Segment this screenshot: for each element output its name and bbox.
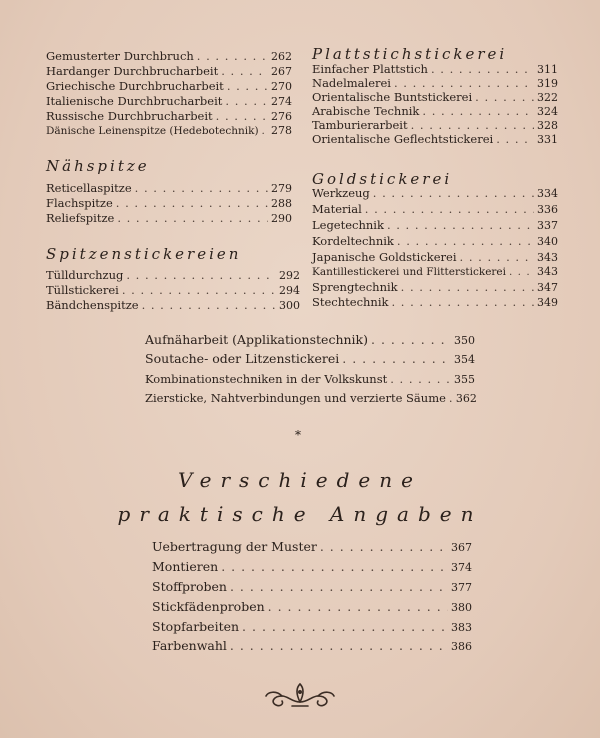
toc-entry: [312, 202, 558, 217]
entry-page: 292: [279, 269, 300, 282]
entry-page: 311: [537, 63, 558, 76]
entry-page: 294: [279, 284, 300, 297]
entry-page: 262: [271, 50, 292, 63]
toc-entry: [46, 283, 300, 298]
toc-entry: [312, 132, 558, 147]
entry-page: 334: [537, 187, 558, 200]
entry-title: Tamburierarbeit: [312, 118, 408, 132]
toc-entry: [145, 391, 475, 406]
toc-entry: [46, 211, 292, 226]
toc-entry: [312, 90, 558, 105]
toc-entry: [312, 218, 558, 233]
entry-page: 367: [451, 541, 472, 554]
entry-title: Stoffproben: [152, 579, 227, 594]
section-heading-goldstickerei: Goldstickerei: [312, 170, 453, 188]
entry-title: Italienische Durchbrucharbeit: [46, 94, 223, 108]
toc-entry: [145, 333, 475, 348]
entry-page: 337: [537, 219, 558, 232]
toc-entry: [46, 268, 300, 283]
entry-title: Stechtechnik: [312, 295, 389, 309]
toc-entry: [152, 639, 472, 654]
entry-page: 319: [537, 77, 558, 90]
entry-title: Kordeltechnik: [312, 234, 394, 248]
entry-page: 336: [537, 203, 558, 216]
entry-page: 340: [537, 235, 558, 248]
toc-entry: [152, 620, 472, 635]
toc-entry: [312, 76, 558, 91]
section-heading-naehspitze: Nähspitze: [46, 157, 150, 175]
entry-page: 386: [451, 640, 472, 653]
entry-title: Kantillestickerei und Flitterstickerei: [312, 266, 506, 278]
section-title-line1: Verschiedene: [178, 468, 422, 492]
entry-title: Gemusterter Durchbruch: [46, 49, 194, 63]
entry-title: Nadelmalerei: [312, 76, 391, 90]
toc-entry: [46, 94, 292, 109]
entry-page: 377: [451, 581, 472, 594]
entry-title: Stickfädenproben: [152, 599, 265, 614]
toc-entry: [152, 580, 472, 595]
entry-page: 288: [271, 197, 292, 210]
section-title-line2: praktische Angaben: [117, 502, 483, 526]
entry-title: Arabische Technik: [312, 104, 420, 118]
entry-page: 274: [271, 95, 292, 108]
toc-entry: [46, 298, 300, 313]
toc-entry: [145, 372, 475, 387]
toc-entry: [312, 234, 558, 249]
toc-entry: [312, 118, 558, 133]
entry-title: Kombinationstechniken in der Volkskunst: [145, 372, 388, 386]
entry-title: Orientalische Geflechtstickerei: [312, 132, 494, 146]
entry-page: 349: [537, 296, 558, 309]
entry-page: 362: [455, 392, 477, 405]
entry-title: Reliefspitze: [46, 211, 115, 225]
entry-page: 343: [537, 251, 558, 264]
entry-title: Japanische Goldstickerei: [312, 250, 457, 264]
toc-entry: [312, 250, 558, 265]
entry-page: 267: [271, 65, 292, 78]
entry-page: 328: [537, 119, 558, 132]
entry-title: Stopfarbeiten: [152, 619, 240, 634]
entry-title: Russische Durchbrucharbeit: [46, 109, 213, 123]
entry-page: 343: [537, 265, 558, 278]
entry-title: Orientalische Buntstickerei: [312, 90, 473, 104]
entry-page: 290: [271, 212, 292, 225]
toc-entry: [46, 79, 292, 94]
entry-title: Flachspitze: [46, 196, 113, 210]
toc-entry: [312, 295, 558, 310]
toc-entry: [46, 124, 292, 138]
entry-title: Bändchenspitze: [46, 298, 139, 312]
entry-title: Tüllstickerei: [46, 283, 119, 297]
toc-entry: [145, 352, 475, 367]
entry-page: 347: [537, 281, 558, 294]
toc-entry: [312, 280, 558, 295]
entry-title: Einfacher Plattstich: [312, 62, 428, 76]
entry-title: Legetechnik: [312, 218, 384, 232]
toc-entry: [152, 540, 472, 555]
entry-page: 331: [537, 133, 558, 146]
entry-title: Ziersticke, Nahtverbindungen und verzierte Säume: [145, 391, 446, 405]
entry-title: Soutache- oder Litzenstickerei: [145, 351, 340, 366]
scroll-ornament-icon: [262, 680, 338, 710]
toc-entry: [312, 104, 558, 119]
entry-title: Hardanger Durchbrucharbeit: [46, 64, 219, 78]
entry-page: 354: [454, 353, 475, 366]
entry-title: Aufnäharbeit (Applikationstechnik): [145, 332, 368, 347]
entry-page: 380: [451, 601, 472, 614]
entry-title: Reticellaspitze: [46, 181, 132, 195]
entry-title: Tülldurchzug: [46, 268, 124, 282]
entry-title: Werkzeug: [312, 186, 370, 200]
toc-entry: [46, 49, 292, 64]
entry-page: 322: [537, 91, 558, 104]
entry-page: 355: [454, 373, 475, 386]
entry-page: 276: [271, 110, 292, 123]
toc-entry: [46, 181, 292, 196]
toc-entry: [312, 265, 558, 279]
entry-page: 278: [271, 124, 292, 137]
entry-title: Griechische Durchbrucharbeit: [46, 79, 224, 93]
entry-title: Farbenwahl: [152, 638, 227, 653]
toc-entry: [152, 560, 472, 575]
toc-entry: [152, 600, 472, 615]
toc-entry: [312, 186, 558, 201]
entry-page: 350: [454, 334, 475, 347]
entry-page: 279: [271, 182, 292, 195]
toc-entry: [46, 64, 292, 79]
toc-entry: [46, 109, 292, 124]
section-heading-spitzenstickereien: Spitzenstickereien: [46, 245, 242, 263]
entry-title: Sprengtechnik: [312, 280, 398, 294]
separator-star: *: [295, 428, 301, 442]
entry-title: Dänische Leinenspitze (Hedebotechnik): [46, 125, 259, 137]
toc-entry: [312, 62, 558, 77]
entry-page: 270: [271, 80, 292, 93]
entry-page: 383: [451, 621, 472, 634]
entry-page: 300: [279, 299, 300, 312]
entry-title: Material: [312, 202, 362, 216]
entry-page: 374: [451, 561, 472, 574]
entry-title: Montieren: [152, 559, 219, 574]
entry-title: Uebertragung der Muster: [152, 539, 317, 554]
section-heading-plattstichstickerei: Plattstichstickerei: [312, 45, 508, 63]
entry-page: 324: [537, 105, 558, 118]
toc-entry: [46, 196, 292, 211]
